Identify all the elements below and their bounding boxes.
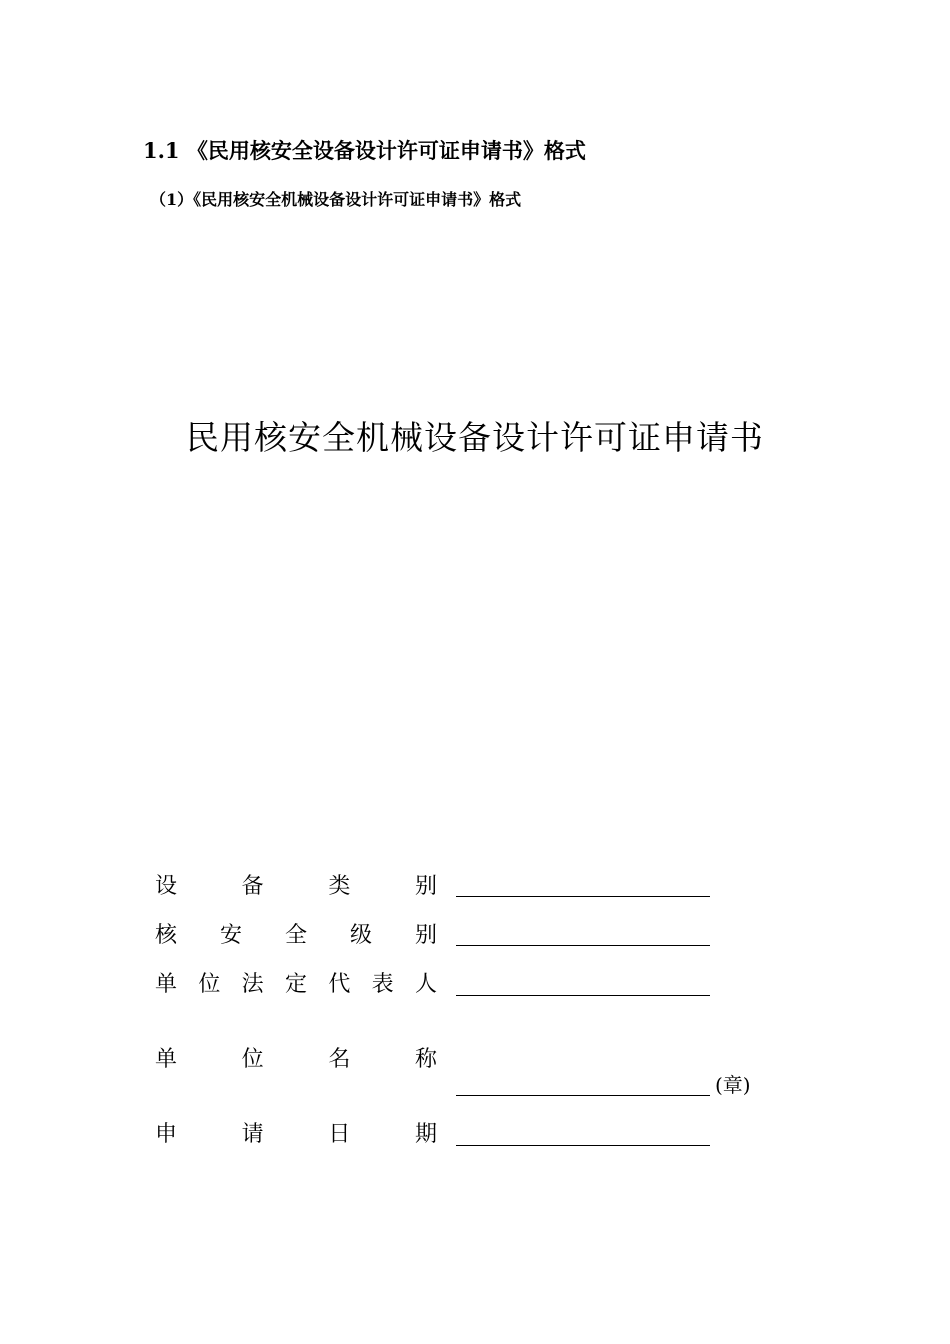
label-char: 级	[349, 923, 372, 948]
nuclear-safety-class-blank-line[interactable]	[456, 945, 710, 946]
field-label-organization-name	[155, 1045, 437, 1075]
label-char: 位	[198, 972, 221, 997]
label-char: 类	[328, 874, 351, 899]
field-label-application-date	[155, 1120, 437, 1150]
field-label-equipment-category	[155, 872, 437, 902]
section-heading: 1.1 《民用核安全设备设计许可证申请书》格式	[143, 138, 586, 163]
form-row-legal-representative	[155, 970, 775, 1010]
label-char: 位	[241, 1047, 264, 1072]
label-char: 别	[414, 923, 437, 948]
label-char: 单	[155, 972, 178, 997]
label-char: 申	[155, 1122, 178, 1147]
field-label-legal-representative	[155, 970, 437, 1000]
label-char: 定	[284, 972, 307, 997]
seal-marker: (章)	[715, 1073, 751, 1097]
label-char: 称	[414, 1047, 437, 1072]
legal-representative-blank-line[interactable]	[456, 995, 710, 996]
label-char: 核	[155, 923, 178, 948]
equipment-category-blank-line[interactable]	[456, 896, 710, 897]
label-char: 设	[155, 874, 178, 899]
form-row-application-date	[155, 1120, 775, 1160]
form-row-nuclear-safety-class	[155, 921, 775, 961]
organization-name-blank-line[interactable]	[456, 1095, 710, 1096]
label-char: 备	[241, 874, 264, 899]
label-char: 安	[219, 923, 242, 948]
label-char: 表	[371, 972, 394, 997]
label-char: 单	[155, 1047, 178, 1072]
form-row-equipment-category	[155, 872, 775, 912]
label-char: 日	[328, 1122, 351, 1147]
label-char: 名	[328, 1047, 351, 1072]
label-char: 请	[241, 1122, 264, 1147]
form-row-organization-name	[155, 1045, 775, 1105]
sub-heading: （1）《民用核安全机械设备设计许可证申请书》格式	[150, 190, 522, 209]
application-date-blank-line[interactable]	[456, 1145, 710, 1146]
document-title: 民用核安全机械设备设计许可证申请书	[186, 418, 764, 457]
label-char: 全	[284, 923, 307, 948]
label-char: 人	[414, 972, 437, 997]
field-label-nuclear-safety-class	[155, 921, 437, 951]
label-char: 别	[414, 874, 437, 899]
label-char: 代	[328, 972, 351, 997]
label-char: 法	[241, 972, 264, 997]
label-char: 期	[414, 1122, 437, 1147]
